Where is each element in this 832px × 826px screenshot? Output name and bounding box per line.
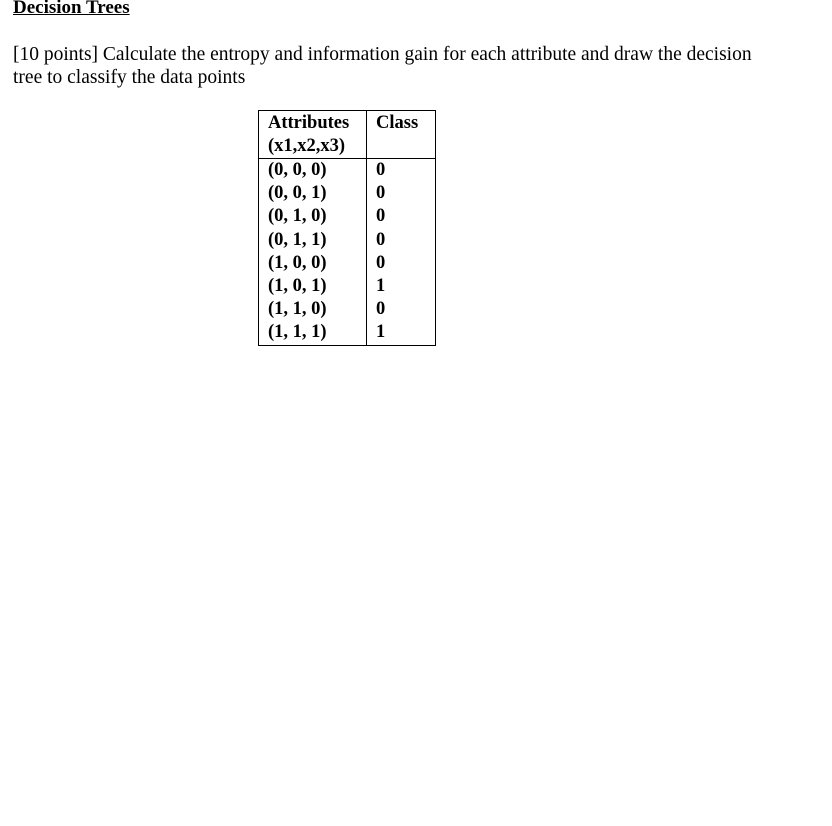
row-attributes: (0, 1, 1) xyxy=(259,229,367,252)
row-class: 1 xyxy=(367,321,436,345)
header-attributes-line2: (x1,x2,x3) xyxy=(268,136,346,156)
table-row xyxy=(259,229,436,252)
data-table xyxy=(258,110,436,346)
row-class: 0 xyxy=(367,205,436,228)
table-row xyxy=(259,252,436,275)
table-row xyxy=(259,182,436,205)
row-attributes: (1, 1, 1) xyxy=(259,321,367,345)
table-row xyxy=(259,298,436,321)
row-attributes: (0, 0, 0) xyxy=(259,159,367,183)
section-heading: Decision Trees xyxy=(13,0,130,18)
header-class: Class xyxy=(367,111,436,159)
table-row xyxy=(259,205,436,228)
row-attributes: (0, 0, 1) xyxy=(259,182,367,205)
table-row xyxy=(259,275,436,298)
question-text: [10 points] Calculate the entropy and information gain for each attribute and draw the decision tree to classify the data points xyxy=(13,44,752,88)
row-class: 0 xyxy=(367,252,436,275)
row-class: 0 xyxy=(367,298,436,321)
header-attributes-line1: Attributes xyxy=(268,113,350,133)
row-attributes: (0, 1, 0) xyxy=(259,205,367,228)
row-attributes: (1, 1, 0) xyxy=(259,298,367,321)
row-class: 1 xyxy=(367,275,436,298)
table-header-row xyxy=(259,111,436,159)
row-class: 0 xyxy=(367,182,436,205)
row-attributes: (1, 0, 1) xyxy=(259,275,367,298)
table-row xyxy=(259,321,436,345)
row-attributes: (1, 0, 0) xyxy=(259,252,367,275)
header-attributes xyxy=(259,111,367,159)
table-row xyxy=(259,159,436,183)
row-class: 0 xyxy=(367,229,436,252)
row-class: 0 xyxy=(367,159,436,183)
